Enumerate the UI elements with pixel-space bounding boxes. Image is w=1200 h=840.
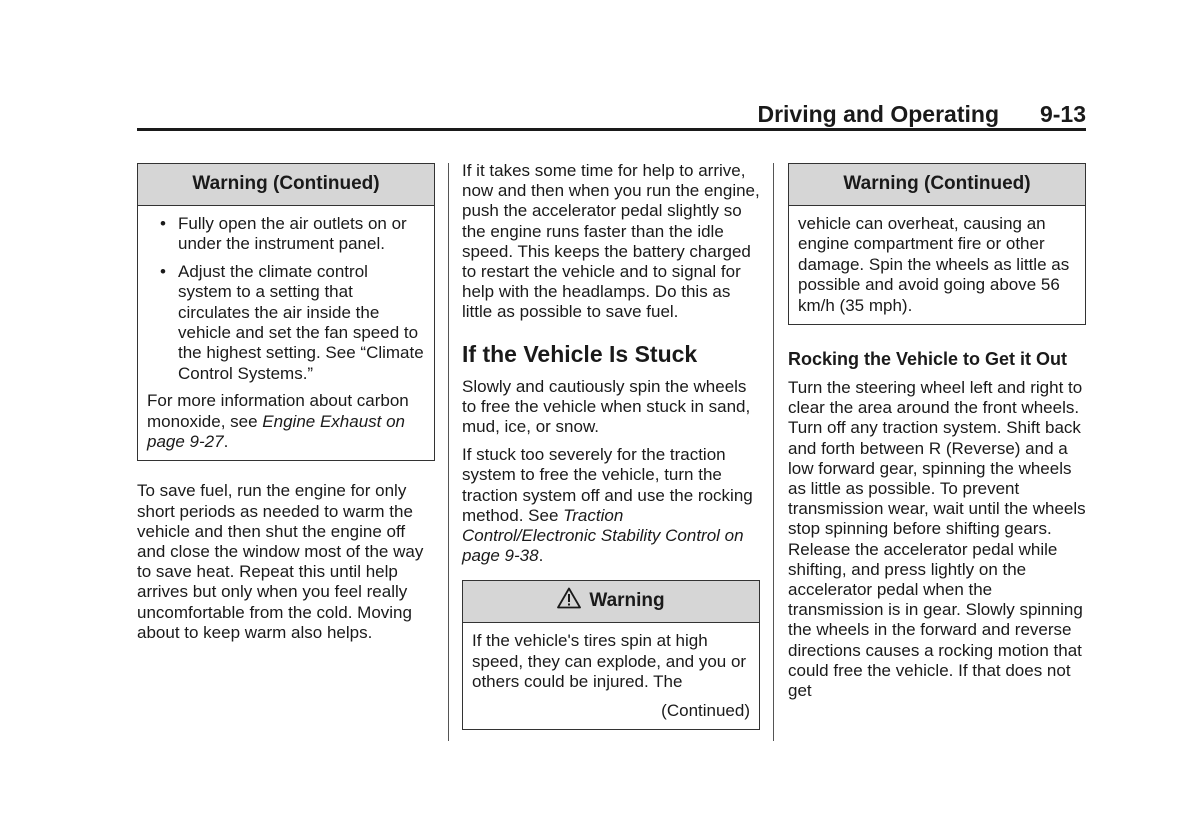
subsection-heading: Rocking the Vehicle to Get it Out	[788, 349, 1068, 370]
bullet-icon: •	[160, 261, 166, 281]
warning-box	[462, 580, 760, 730]
warning-box-body	[789, 206, 1085, 324]
warning-title-text: Warning	[589, 590, 665, 612]
warning-box-title: Warning (Continued)	[138, 164, 434, 206]
bullet-icon: •	[160, 214, 166, 233]
body-paragraph: Slowly and cautiously spin the wheels to free the vehicle when stuck in sand, mud, ice, or snow.	[462, 376, 751, 437]
body-paragraph: Turn the steering wheel left and right to clear the area around the front wheels. Turn off any traction system. Shift back and forth between R (Reverse) and a low forward gear, spinning the wheels as little as possible. To prevent transmission wear, wait until the wheels stop spinning before shifting gears. Release the accelerator pedal while shifting, and press lightly on the accelerator pedal when the transmission is in gear. Slowly spinning the wheels in the forward and reverse directions causes a rocking motion that could free the vehicle. If that does not get	[788, 378, 1086, 701]
warning-triangle-icon	[557, 587, 581, 609]
bullet-text: Adjust the climate control system to a setting that circulates the air inside the vehicle and set the fan speed to the highest setting. See “Climate Control Systems.”	[178, 261, 424, 383]
column-2	[462, 161, 760, 730]
body-paragraph: To save fuel, run the engine for only short periods as needed to warm the vehicle and then shut the engine off and close the window most of the way to save heat. Repeat this until help arrives but only when you feel really uncomfortable from the cold. Moving about to keep warm also helps.	[137, 481, 424, 642]
cross-reference-link[interactable]: Traction Control/Electronic Stability Control on page 9-38	[462, 505, 744, 566]
bullet-text: Fully open the air outlets on or under the instrument panel.	[178, 214, 407, 254]
column-1	[137, 163, 435, 651]
paragraph-suffix: .	[538, 546, 544, 566]
cross-reference-link[interactable]: Engine Exhaust on page 9-27	[147, 411, 406, 452]
warning-box-body	[138, 206, 434, 460]
body-paragraph	[462, 445, 760, 566]
bullet-item	[147, 214, 425, 255]
warning-text: vehicle can overheat, causing an engine compartment fire or other damage. Spin the wheels as little as possible and avoid going above 56 km/h (35 mph).	[798, 214, 1070, 315]
section-title: Driving and Operating	[757, 101, 999, 127]
header-rule	[137, 128, 1086, 131]
note-suffix: .	[223, 432, 229, 452]
warning-continued-box	[137, 163, 435, 461]
page-number: 9-13	[1039, 101, 1086, 127]
page-header	[137, 99, 1086, 131]
body-paragraph: If it takes some time for help to arrive, now and then when you run the engine, push the accelerator pedal slightly so the engine runs faster than the idle speed. This keeps the battery charged to restart the vehicle and to signal for help with the headlamps. Do this as little as possible to save fuel.	[462, 161, 760, 322]
warning-box-body	[463, 623, 759, 729]
bullet-item	[147, 262, 425, 384]
warning-box-title: Warning (Continued)	[789, 164, 1085, 206]
warning-continued-box	[788, 163, 1086, 325]
column-divider-1	[448, 163, 449, 741]
column-divider-2	[773, 163, 774, 741]
continued-label: (Continued)	[661, 700, 750, 720]
section-heading: If the Vehicle Is Stuck	[462, 340, 698, 367]
note-text: For more information about carbon monoxide, see	[147, 391, 409, 431]
warning-box-title	[463, 581, 759, 623]
column-3	[788, 163, 1086, 709]
warning-text: If the vehicle's tires spin at high speed, they can explode, and you or others could be injured. The	[472, 631, 747, 692]
paragraph-text: If stuck too severely for the traction system to free the vehicle, turn the traction system off and use the rocking method. See	[462, 445, 753, 525]
box-note	[147, 391, 425, 452]
